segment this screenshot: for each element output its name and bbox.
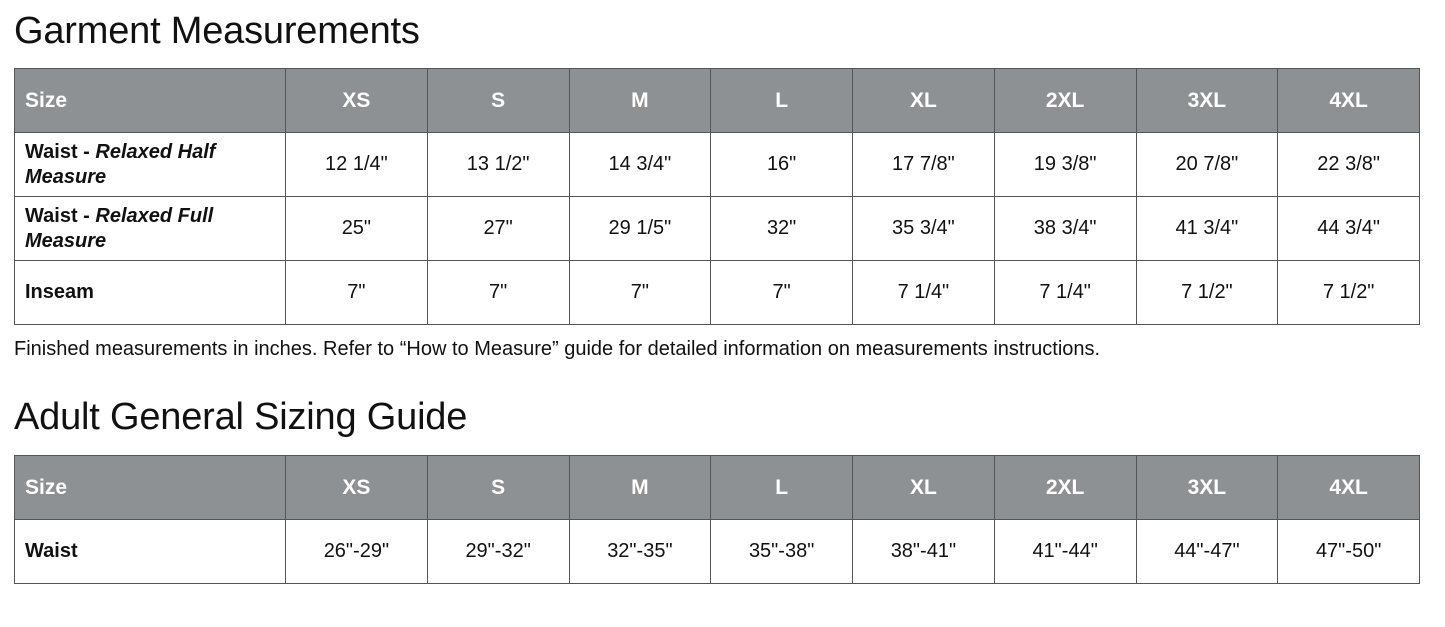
table-cell: 17 7/8" (853, 133, 995, 197)
table-row (15, 520, 1420, 584)
row-label-waist-half (15, 133, 286, 197)
row-label-qualifier: Relaxed Full Measure (25, 204, 214, 252)
header-cell-3xl: 3XL (1136, 69, 1278, 133)
table-cell: 19 3/8" (994, 133, 1136, 197)
table-cell: 7 1/4" (853, 261, 995, 325)
table-row (15, 133, 1420, 197)
table-cell: 29"-32" (427, 520, 569, 584)
table-cell: 14 3/4" (569, 133, 711, 197)
table-cell: 35"-38" (711, 520, 853, 584)
row-label-inseam (15, 261, 286, 325)
table-cell: 7" (286, 261, 428, 325)
sizing-guide-title: Adult General Sizing Guide (14, 396, 468, 438)
table-cell: 26"-29" (286, 520, 428, 584)
table-cell: 38"-41" (853, 520, 995, 584)
table-cell: 7 1/2" (1136, 261, 1278, 325)
sizing-guide-table (14, 455, 1420, 584)
row-label-qualifier: Relaxed Half Measure (25, 140, 216, 188)
header-cell-l: L (711, 69, 853, 133)
table-cell: 27" (427, 197, 569, 261)
table-cell: 13 1/2" (427, 133, 569, 197)
row-label-text: Waist - (25, 140, 96, 163)
header-cell-m: M (569, 456, 711, 520)
table-cell: 7" (569, 261, 711, 325)
table-cell: 25" (286, 197, 428, 261)
table-cell: 41"-44" (994, 520, 1136, 584)
table-row (15, 261, 1420, 325)
table-cell: 7 1/4" (994, 261, 1136, 325)
table-cell: 41 3/4" (1136, 197, 1278, 261)
header-cell-size: Size (15, 456, 286, 520)
table-cell: 22 3/8" (1278, 133, 1420, 197)
row-label-waist (15, 520, 286, 584)
table-cell: 47"-50" (1278, 520, 1420, 584)
header-cell-xs: XS (286, 456, 428, 520)
table-cell: 29 1/5" (569, 197, 711, 261)
table-cell: 35 3/4" (853, 197, 995, 261)
header-cell-s: S (427, 69, 569, 133)
table-cell: 7" (427, 261, 569, 325)
table-cell: 12 1/4" (286, 133, 428, 197)
header-cell-xl: XL (853, 456, 995, 520)
header-cell-m: M (569, 69, 711, 133)
table-row (15, 197, 1420, 261)
header-cell-2xl: 2XL (994, 456, 1136, 520)
header-cell-2xl: 2XL (994, 69, 1136, 133)
header-row (15, 456, 1420, 520)
header-cell-4xl: 4XL (1278, 69, 1420, 133)
header-cell-3xl: 3XL (1136, 456, 1278, 520)
garment-measurements-title: Garment Measurements (14, 10, 420, 52)
table-cell: 16" (711, 133, 853, 197)
garment-measurements-table (14, 68, 1420, 325)
table-cell: 20 7/8" (1136, 133, 1278, 197)
table-cell: 32"-35" (569, 520, 711, 584)
header-cell-size: Size (15, 69, 286, 133)
header-cell-xl: XL (853, 69, 995, 133)
measurements-note: Finished measurements in inches. Refer to “How to Measure” guide for detailed information on measurements instructions. (14, 338, 1101, 360)
table-cell: 32" (711, 197, 853, 261)
row-label-waist-full (15, 197, 286, 261)
header-cell-xs: XS (286, 69, 428, 133)
table-cell: 38 3/4" (994, 197, 1136, 261)
header-cell-s: S (427, 456, 569, 520)
row-label-text: Waist (25, 540, 78, 562)
header-row (15, 69, 1420, 133)
table-cell: 7" (711, 261, 853, 325)
header-cell-4xl: 4XL (1278, 456, 1420, 520)
row-label-text: Inseam (25, 281, 94, 303)
row-label-text: Waist - (25, 204, 96, 227)
header-cell-l: L (711, 456, 853, 520)
table-cell: 44"-47" (1136, 520, 1278, 584)
table-cell: 7 1/2" (1278, 261, 1420, 325)
table-cell: 44 3/4" (1278, 197, 1420, 261)
